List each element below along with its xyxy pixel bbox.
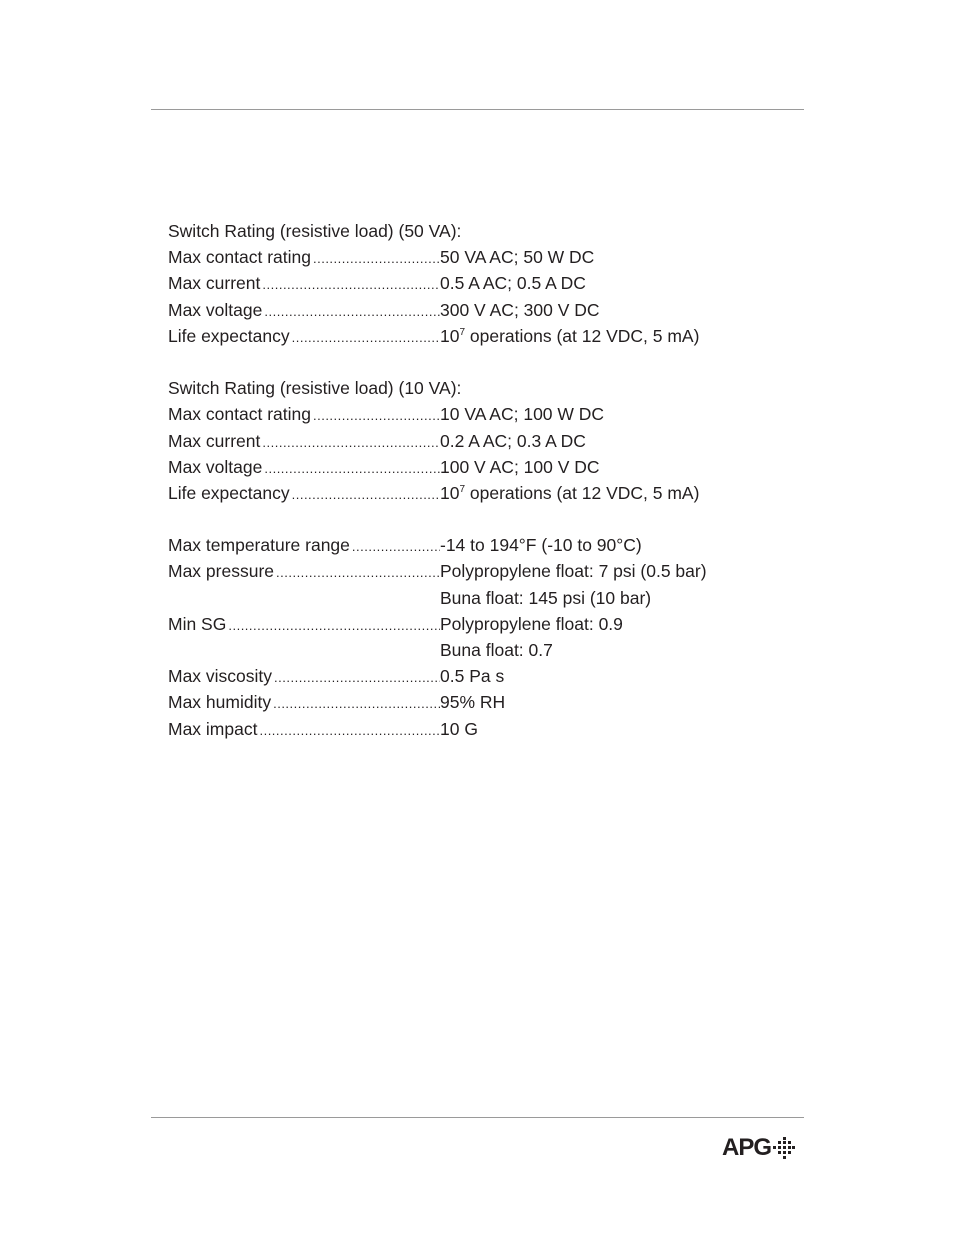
dot-leader [262, 272, 440, 296]
spec-label: Max humidity [168, 692, 272, 713]
spec-row [168, 323, 808, 349]
spec-label: Max contact rating [168, 247, 311, 268]
spec-label: Max current [168, 273, 261, 294]
dot-leader [264, 299, 440, 323]
spec-value: Polypropylene float: 7 psi (0.5 bar) [440, 561, 707, 582]
dot-leader [262, 430, 440, 454]
spec-value: 100 V AC; 100 V DC [440, 456, 600, 477]
spec-label: Max temperature range [168, 535, 350, 556]
spec-value: 10 VA AC; 100 W DC [440, 404, 605, 425]
spec-label: Max contact rating [168, 404, 311, 425]
section-title-50va: Switch Rating (resistive load) (50 VA): [168, 221, 462, 241]
dot-leader [276, 560, 440, 584]
spec-row [168, 532, 808, 558]
dot-leader [228, 613, 440, 637]
spec-row [168, 558, 808, 584]
spec-row-continuation [168, 637, 808, 663]
spec-row [168, 428, 808, 454]
dot-leader [313, 246, 440, 270]
dot-leader [313, 403, 440, 427]
header-divider [151, 109, 804, 110]
spec-label: Max impact [168, 718, 258, 739]
spec-value: -14 to 194°F (-10 to 90°C) [440, 535, 642, 556]
spec-row-continuation [168, 585, 808, 611]
spec-label: Life expectancy [168, 325, 290, 346]
spec-label: Life expectancy [168, 482, 290, 503]
spec-value: Buna float: 145 psi (10 bar) [440, 587, 652, 608]
dot-leader [292, 482, 440, 506]
spec-value: 95% RH [440, 692, 506, 713]
dot-leader [273, 691, 440, 715]
footer-divider [151, 1117, 804, 1118]
spec-label: Max viscosity [168, 666, 273, 687]
spec-label: Min SG [168, 613, 227, 634]
spec-value: $10^7$ operations (at 12 VDC, 5 mA) [440, 325, 700, 346]
spec-value: Polypropylene float: 0.9 [440, 613, 623, 634]
spec-row [168, 480, 808, 506]
spec-row [168, 244, 808, 270]
dot-leader [264, 456, 440, 480]
spec-row [168, 297, 808, 323]
apg-logo [722, 1136, 804, 1160]
spec-row [168, 454, 808, 480]
spec-value: $10^7$ operations (at 12 VDC, 5 mA) [440, 482, 700, 503]
spec-value: Buna float: 0.7 [440, 640, 553, 660]
dot-leader [292, 325, 440, 349]
spec-value: 10 G [440, 718, 478, 739]
specifications-list [168, 218, 808, 742]
spec-label: Max voltage [168, 456, 263, 477]
apg-grid-mark-icon [773, 1137, 795, 1159]
spec-value: 50 VA AC; 50 W DC [440, 247, 595, 268]
spec-value: 0.5 A AC; 0.5 A DC [440, 273, 586, 294]
spec-row [168, 270, 808, 296]
spec-value: 0.5 Pa s [440, 666, 505, 687]
spec-value: 300 V AC; 300 V DC [440, 299, 600, 320]
spec-row [168, 689, 808, 715]
dot-leader [259, 718, 440, 742]
spec-value: 0.2 A AC; 0.3 A DC [440, 430, 586, 451]
dot-leader [352, 534, 440, 558]
spec-row [168, 716, 808, 742]
dot-leader [274, 665, 440, 689]
section-title-10va: Switch Rating (resistive load) (10 VA): [168, 378, 462, 399]
spec-label: Max current [168, 430, 261, 451]
spec-row [168, 663, 808, 689]
spec-label: Max voltage [168, 299, 263, 320]
spec-label: Max pressure [168, 561, 275, 582]
spec-row [168, 401, 808, 427]
spec-row [168, 611, 808, 637]
logo-text: APG [722, 1134, 772, 1161]
